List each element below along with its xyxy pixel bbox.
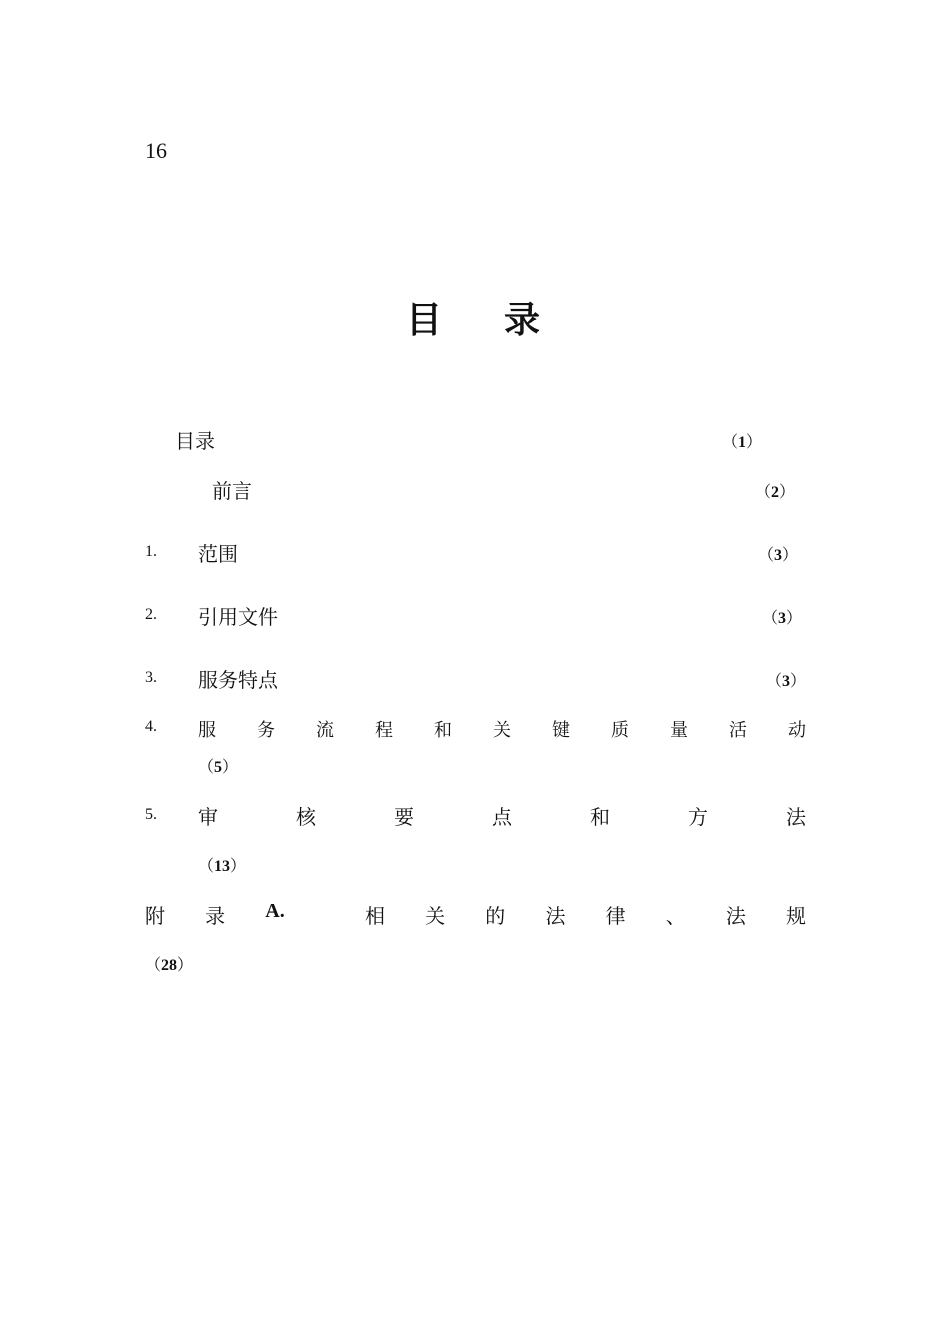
- toc-page: （1）: [722, 432, 763, 451]
- toc-number: 2.: [145, 606, 157, 623]
- toc-label: 审 核 要 点 和 方 法: [198, 805, 806, 829]
- toc-label: 范围: [198, 542, 238, 566]
- toc-page: （3）: [766, 671, 807, 690]
- toc-label: 引用文件: [198, 605, 278, 629]
- toc-number: 1.: [145, 543, 157, 560]
- toc-label: 目录: [175, 429, 215, 453]
- page-number: 16: [145, 138, 167, 163]
- page-title: 目录: [406, 299, 603, 341]
- toc-label: 附 录 A. 相 关 的 法 律 、 法 规: [145, 900, 806, 928]
- toc-number: 4.: [145, 718, 157, 735]
- toc-page: （28）: [145, 955, 194, 974]
- toc-label: 前言: [212, 479, 252, 503]
- toc-number: 3.: [145, 669, 157, 686]
- toc-number: 5.: [145, 806, 157, 823]
- toc-page: （3）: [762, 608, 803, 627]
- toc-page: （5）: [198, 757, 239, 776]
- toc-page: （3）: [758, 545, 799, 564]
- toc-label: 服务特点: [198, 668, 278, 692]
- toc-label: 服 务 流 程 和 关 键 质 量 活 动: [198, 720, 806, 741]
- toc-page: （2）: [755, 482, 796, 501]
- toc-page: （13）: [198, 856, 247, 875]
